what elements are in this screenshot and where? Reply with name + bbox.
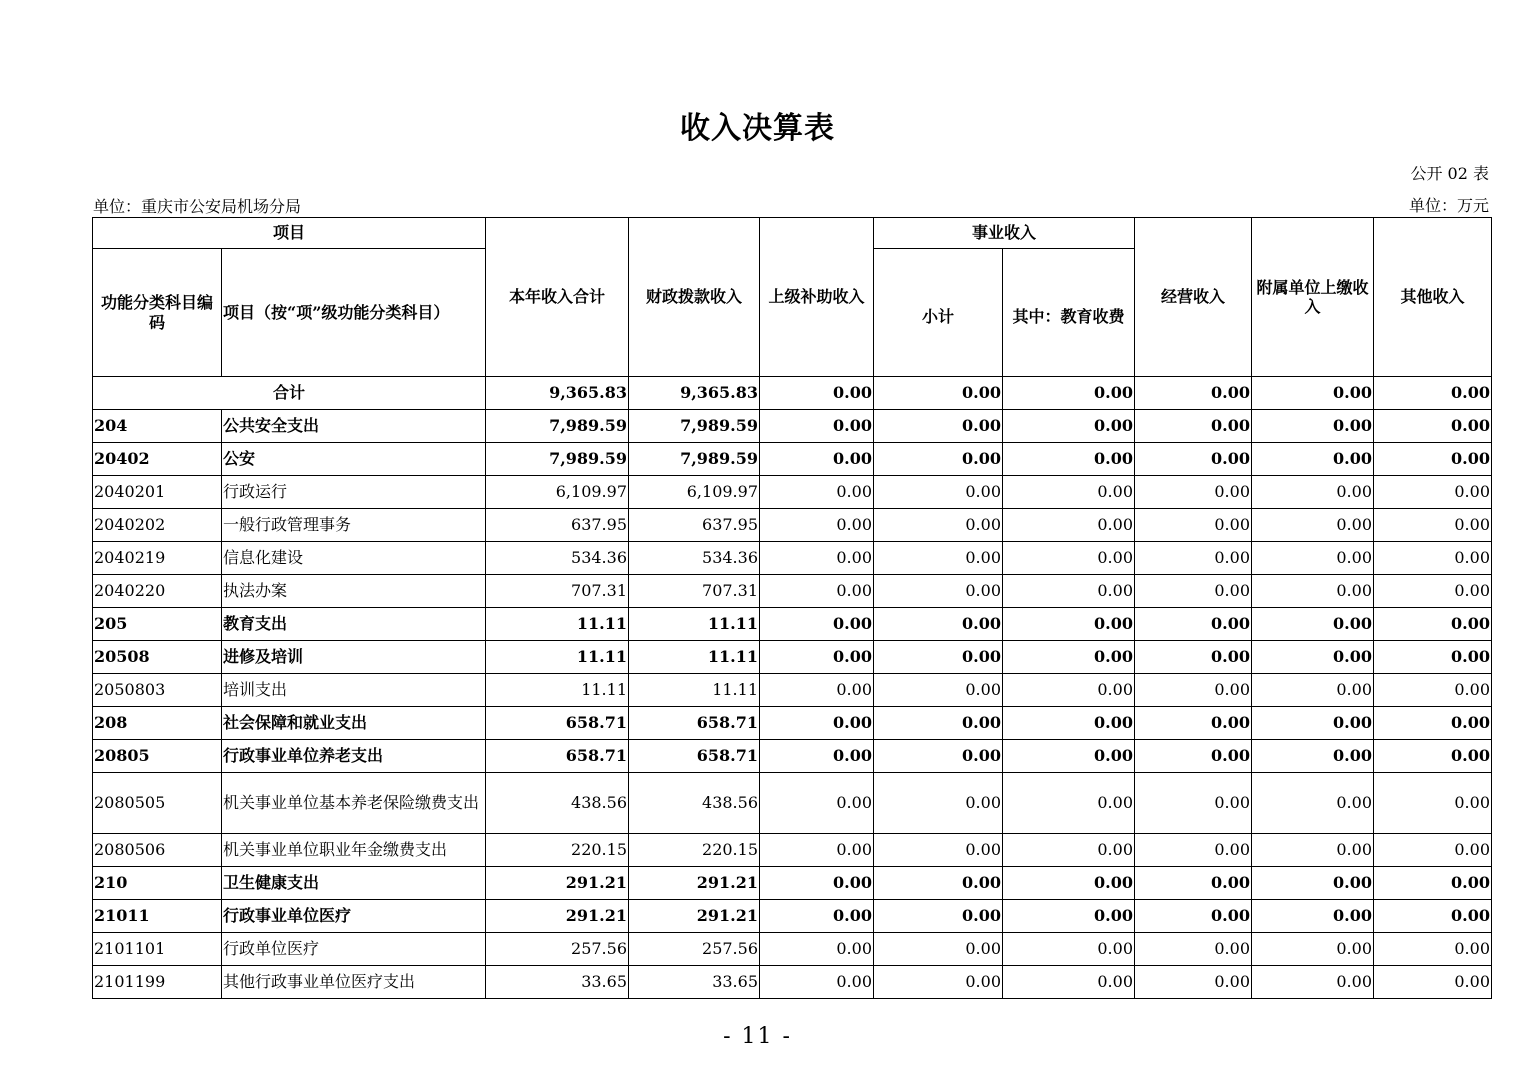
row-value: 0.00 <box>1252 509 1374 542</box>
total-label: 合计 <box>93 377 486 410</box>
row-value: 0.00 <box>1003 641 1135 674</box>
row-value: 0.00 <box>1252 443 1374 476</box>
row-value: 0.00 <box>1252 575 1374 608</box>
row-value: 0.00 <box>1135 608 1252 641</box>
row-value: 0.00 <box>874 542 1003 575</box>
row-value: 0.00 <box>1374 608 1492 641</box>
row-name: 社会保障和就业支出 <box>222 707 486 740</box>
row-value: 0.00 <box>874 608 1003 641</box>
row-name: 其他行政事业单位医疗支出 <box>222 966 486 999</box>
row-value: 0.00 <box>1252 641 1374 674</box>
header-business: 事业收入 <box>874 218 1135 249</box>
row-value: 0.00 <box>874 575 1003 608</box>
table-row <box>93 867 1492 900</box>
row-name: 行政事业单位养老支出 <box>222 740 486 773</box>
total-value: 0.00 <box>760 377 874 410</box>
row-value: 0.00 <box>1252 740 1374 773</box>
row-value: 0.00 <box>1252 933 1374 966</box>
row-value: 0.00 <box>1135 542 1252 575</box>
row-value: 637.95 <box>486 509 629 542</box>
page-title: 收入决算表 <box>680 111 835 146</box>
header-other: 其他收入 <box>1374 218 1492 377</box>
row-value: 0.00 <box>760 966 874 999</box>
row-name: 机关事业单位职业年金缴费支出 <box>222 834 486 867</box>
row-value: 0.00 <box>1003 608 1135 641</box>
row-value: 257.56 <box>629 933 760 966</box>
row-name: 机关事业单位基本养老保险缴费支出 <box>222 773 486 834</box>
row-value: 0.00 <box>1252 867 1374 900</box>
row-value: 7,989.59 <box>486 443 629 476</box>
table-row <box>93 674 1492 707</box>
header-subsidiary: 附属单位上缴收入 <box>1252 218 1374 377</box>
row-name: 公安 <box>222 443 486 476</box>
row-value: 0.00 <box>1252 410 1374 443</box>
row-value: 0.00 <box>1374 867 1492 900</box>
row-code: 20805 <box>93 740 222 773</box>
table-row-total <box>93 377 1492 410</box>
row-value: 0.00 <box>874 707 1003 740</box>
table-row <box>93 740 1492 773</box>
row-value: 6,109.97 <box>629 476 760 509</box>
form-number: 公开 02 表 <box>1410 164 1489 183</box>
row-value: 0.00 <box>1003 773 1135 834</box>
row-value: 0.00 <box>1135 476 1252 509</box>
table-row <box>93 641 1492 674</box>
total-value: 9,365.83 <box>486 377 629 410</box>
row-name: 行政事业单位医疗 <box>222 900 486 933</box>
table-row <box>93 900 1492 933</box>
row-value: 291.21 <box>629 900 760 933</box>
row-value: 0.00 <box>760 773 874 834</box>
row-value: 0.00 <box>874 834 1003 867</box>
income-table <box>92 217 1492 999</box>
row-value: 0.00 <box>1135 641 1252 674</box>
row-code: 2040201 <box>93 476 222 509</box>
row-value: 7,989.59 <box>486 410 629 443</box>
row-code: 2040219 <box>93 542 222 575</box>
total-value: 0.00 <box>1374 377 1492 410</box>
row-value: 0.00 <box>1374 933 1492 966</box>
row-name: 行政单位医疗 <box>222 933 486 966</box>
row-value: 0.00 <box>1374 509 1492 542</box>
table-row <box>93 410 1492 443</box>
row-value: 0.00 <box>874 674 1003 707</box>
row-value: 0.00 <box>1003 443 1135 476</box>
row-value: 0.00 <box>1252 542 1374 575</box>
row-code: 2101199 <box>93 966 222 999</box>
row-value: 0.00 <box>874 476 1003 509</box>
row-value: 0.00 <box>1003 867 1135 900</box>
row-value: 0.00 <box>1003 575 1135 608</box>
row-code: 2040220 <box>93 575 222 608</box>
row-value: 11.11 <box>629 641 760 674</box>
row-value: 291.21 <box>486 867 629 900</box>
total-value: 0.00 <box>1003 377 1135 410</box>
row-value: 7,989.59 <box>629 410 760 443</box>
row-name: 信息化建设 <box>222 542 486 575</box>
total-value: 0.00 <box>874 377 1003 410</box>
row-value: 11.11 <box>629 674 760 707</box>
row-value: 0.00 <box>1135 933 1252 966</box>
table-row <box>93 707 1492 740</box>
row-value: 0.00 <box>874 773 1003 834</box>
row-value: 0.00 <box>1374 674 1492 707</box>
row-value: 0.00 <box>874 641 1003 674</box>
row-value: 0.00 <box>1374 966 1492 999</box>
row-value: 0.00 <box>760 740 874 773</box>
row-value: 6,109.97 <box>486 476 629 509</box>
row-value: 220.15 <box>486 834 629 867</box>
table-row <box>93 608 1492 641</box>
row-value: 0.00 <box>760 575 874 608</box>
row-value: 0.00 <box>1135 900 1252 933</box>
table-row <box>93 509 1492 542</box>
row-value: 658.71 <box>629 707 760 740</box>
row-value: 0.00 <box>1003 509 1135 542</box>
header-total: 本年收入合计 <box>486 218 629 377</box>
row-value: 0.00 <box>1374 542 1492 575</box>
row-value: 11.11 <box>486 674 629 707</box>
row-code: 2101101 <box>93 933 222 966</box>
row-value: 7,989.59 <box>629 443 760 476</box>
row-value: 0.00 <box>1252 476 1374 509</box>
row-value: 0.00 <box>874 867 1003 900</box>
header-code: 功能分类科目编码 <box>93 249 222 377</box>
row-name: 教育支出 <box>222 608 486 641</box>
row-value: 0.00 <box>1374 443 1492 476</box>
row-value: 0.00 <box>760 443 874 476</box>
row-code: 20508 <box>93 641 222 674</box>
row-name: 执法办案 <box>222 575 486 608</box>
page-number: - 11 - <box>723 1024 792 1049</box>
currency-unit: 单位：万元 <box>1408 196 1489 215</box>
row-value: 658.71 <box>486 707 629 740</box>
row-code: 21011 <box>93 900 222 933</box>
header-superior: 上级补助收入 <box>760 218 874 377</box>
row-name: 进修及培训 <box>222 641 486 674</box>
row-code: 2080505 <box>93 773 222 834</box>
row-value: 0.00 <box>760 641 874 674</box>
table-row <box>93 443 1492 476</box>
row-value: 0.00 <box>1135 707 1252 740</box>
row-value: 658.71 <box>486 740 629 773</box>
row-value: 0.00 <box>1374 834 1492 867</box>
row-value: 0.00 <box>1374 575 1492 608</box>
table-row <box>93 933 1492 966</box>
total-value: 0.00 <box>1135 377 1252 410</box>
row-code: 2050803 <box>93 674 222 707</box>
row-value: 0.00 <box>1135 740 1252 773</box>
row-value: 0.00 <box>760 707 874 740</box>
row-code: 2080506 <box>93 834 222 867</box>
row-value: 0.00 <box>1003 966 1135 999</box>
row-value: 0.00 <box>874 509 1003 542</box>
row-value: 0.00 <box>760 900 874 933</box>
row-value: 0.00 <box>1003 674 1135 707</box>
row-value: 0.00 <box>1003 707 1135 740</box>
row-value: 0.00 <box>760 608 874 641</box>
row-value: 0.00 <box>1003 542 1135 575</box>
reporting-unit: 单位：重庆市公安局机场分局 <box>93 197 302 216</box>
row-value: 534.36 <box>629 542 760 575</box>
row-name: 一般行政管理事务 <box>222 509 486 542</box>
row-value: 11.11 <box>486 608 629 641</box>
row-value: 707.31 <box>629 575 760 608</box>
row-value: 0.00 <box>874 900 1003 933</box>
row-name: 行政运行 <box>222 476 486 509</box>
row-value: 0.00 <box>1374 740 1492 773</box>
row-value: 0.00 <box>1135 674 1252 707</box>
row-value: 0.00 <box>760 834 874 867</box>
row-name: 卫生健康支出 <box>222 867 486 900</box>
row-value: 0.00 <box>760 509 874 542</box>
row-value: 0.00 <box>874 740 1003 773</box>
row-value: 0.00 <box>874 966 1003 999</box>
header-education: 其中：教育收费 <box>1003 249 1135 377</box>
table-body <box>93 377 1492 999</box>
row-value: 707.31 <box>486 575 629 608</box>
row-value: 0.00 <box>1135 410 1252 443</box>
total-value: 9,365.83 <box>629 377 760 410</box>
row-value: 0.00 <box>1135 443 1252 476</box>
row-value: 0.00 <box>1374 900 1492 933</box>
header-operating: 经营收入 <box>1135 218 1252 377</box>
row-code: 208 <box>93 707 222 740</box>
row-code: 2040202 <box>93 509 222 542</box>
row-value: 0.00 <box>1003 900 1135 933</box>
row-value: 291.21 <box>629 867 760 900</box>
table-row <box>93 966 1492 999</box>
row-name: 培训支出 <box>222 674 486 707</box>
row-value: 0.00 <box>1003 740 1135 773</box>
header-fiscal: 财政拨款收入 <box>629 218 760 377</box>
row-value: 0.00 <box>1135 966 1252 999</box>
row-value: 0.00 <box>1252 773 1374 834</box>
table-row <box>93 834 1492 867</box>
row-value: 0.00 <box>874 933 1003 966</box>
row-code: 20402 <box>93 443 222 476</box>
row-value: 0.00 <box>1374 476 1492 509</box>
row-value: 0.00 <box>874 410 1003 443</box>
row-value: 0.00 <box>1003 834 1135 867</box>
row-value: 0.00 <box>1003 476 1135 509</box>
row-value: 33.65 <box>486 966 629 999</box>
row-code: 204 <box>93 410 222 443</box>
row-code: 205 <box>93 608 222 641</box>
row-value: 0.00 <box>1135 773 1252 834</box>
row-value: 0.00 <box>1252 834 1374 867</box>
row-value: 0.00 <box>760 867 874 900</box>
header-project: 项目 <box>93 218 486 249</box>
row-value: 33.65 <box>629 966 760 999</box>
row-value: 0.00 <box>1135 509 1252 542</box>
row-value: 0.00 <box>1003 933 1135 966</box>
row-value: 534.36 <box>486 542 629 575</box>
row-value: 0.00 <box>1135 867 1252 900</box>
row-value: 0.00 <box>1252 608 1374 641</box>
table-row <box>93 542 1492 575</box>
row-value: 0.00 <box>1135 834 1252 867</box>
row-value: 0.00 <box>1374 773 1492 834</box>
row-value: 0.00 <box>1374 641 1492 674</box>
table-row <box>93 476 1492 509</box>
row-value: 0.00 <box>1252 966 1374 999</box>
row-value: 637.95 <box>629 509 760 542</box>
row-value: 257.56 <box>486 933 629 966</box>
row-value: 220.15 <box>629 834 760 867</box>
row-value: 0.00 <box>1003 410 1135 443</box>
row-value: 0.00 <box>874 443 1003 476</box>
row-code: 210 <box>93 867 222 900</box>
row-value: 0.00 <box>760 674 874 707</box>
table-row <box>93 773 1492 834</box>
row-value: 11.11 <box>486 641 629 674</box>
header-name: 项目（按“项”级功能分类科目） <box>222 249 486 377</box>
row-value: 438.56 <box>629 773 760 834</box>
row-value: 0.00 <box>760 476 874 509</box>
row-value: 0.00 <box>1374 707 1492 740</box>
header-subtotal: 小计 <box>874 249 1003 377</box>
row-name: 公共安全支出 <box>222 410 486 443</box>
row-value: 438.56 <box>486 773 629 834</box>
row-value: 0.00 <box>1252 900 1374 933</box>
row-value: 0.00 <box>760 410 874 443</box>
row-value: 11.11 <box>629 608 760 641</box>
total-value: 0.00 <box>1252 377 1374 410</box>
row-value: 0.00 <box>1135 575 1252 608</box>
table-row <box>93 575 1492 608</box>
row-value: 0.00 <box>1252 707 1374 740</box>
row-value: 658.71 <box>629 740 760 773</box>
row-value: 0.00 <box>760 542 874 575</box>
row-value: 0.00 <box>1374 410 1492 443</box>
row-value: 0.00 <box>1252 674 1374 707</box>
row-value: 0.00 <box>760 933 874 966</box>
row-value: 291.21 <box>486 900 629 933</box>
